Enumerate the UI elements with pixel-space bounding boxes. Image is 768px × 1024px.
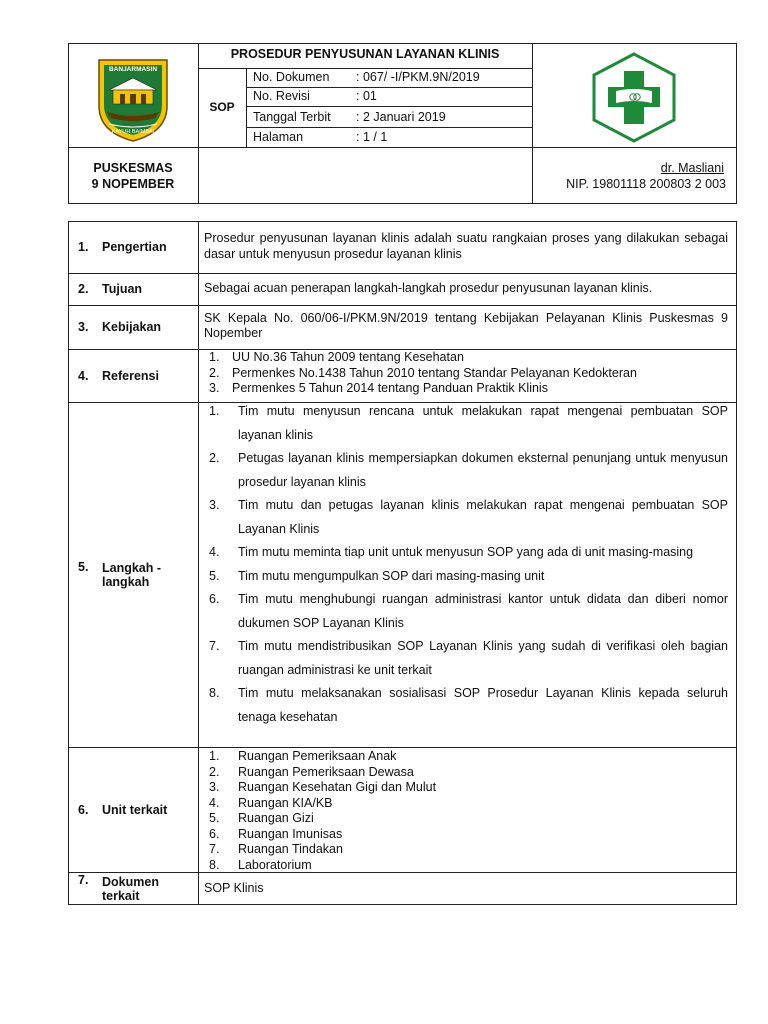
pengertian-text: Prosedur penyusunan layanan klinis adalah suatu rangkaian proses yang dilakukan sebagai dasar untuk menyusun prosedur layanan klinis	[204, 231, 728, 261]
list-item: 5. Tim mutu mengumpulkan SOP dari masing-masing unit	[209, 568, 545, 583]
list-item: 6. Ruangan Imunisas	[209, 826, 343, 841]
row-label-text: Unit terkait	[102, 802, 168, 817]
row-label-dokumen-terkait	[68, 872, 198, 905]
list-item: 1. Tim mutu menyusun rencana untuk melakukan rapat mengenai pembuatan SOP layanan klinis	[209, 404, 728, 442]
org-name-line2: 9 NOPEMBER	[91, 177, 175, 191]
row-number: 1.	[78, 240, 89, 254]
row-label-langkah	[68, 402, 198, 747]
sop-label: SOP	[209, 100, 235, 114]
row-number: 6.	[78, 802, 89, 817]
list-item: 2. Ruangan Pemeriksaan Dewasa	[209, 764, 414, 779]
meta-value-no-revisi: : 01	[356, 89, 377, 103]
meta-label-halaman: Halaman	[253, 130, 304, 144]
header-divider	[246, 68, 247, 147]
header-divider	[198, 68, 532, 69]
meta-value-tanggal-terbit: : 2 Januari 2019	[356, 110, 446, 124]
list-item: 3. Permenkes 5 Tahun 2014 tentang Panduan Praktik Klinis	[209, 381, 548, 395]
row-label-pengertian	[68, 221, 198, 273]
row-label-tujuan	[68, 273, 198, 305]
signer-name: dr. Masliani	[660, 161, 724, 175]
row-label-kebijakan	[68, 305, 198, 349]
header-divider	[246, 127, 532, 128]
row-number: 5.	[78, 559, 89, 574]
org-name-line1: PUSKESMAS	[93, 161, 173, 175]
kebijakan-text: SK Kepala No. 060/06-I/PKM.9N/2019 tentang Kebijakan Pelayanan Klinis Puskesmas 9 Nopember	[204, 311, 728, 340]
list-item: 7. Ruangan Tindakan	[209, 842, 343, 856]
svg-text:BANJARMASIN: BANJARMASIN	[108, 66, 158, 73]
list-item: 4. Ruangan KIA/KB	[209, 795, 333, 810]
list-item: 3. Ruangan Kesehatan Gigi dan Mulut	[209, 780, 437, 794]
meta-value-no-dokumen: : 067/ -I/PKM.9N/2019	[356, 70, 480, 84]
meta-label-no-dokumen: No. Dokumen	[253, 70, 330, 84]
list-item: 2. Petugas layanan klinis mempersiapkan dokumen eksternal penunjang untuk menyusun prosedur layanan klinis	[209, 451, 728, 489]
meta-label-tanggal-terbit: Tanggal Terbit	[253, 110, 331, 124]
meta-label-no-revisi: No. Revisi	[253, 89, 310, 103]
signer-nip: NIP. 19801118 200803 2 003	[566, 177, 726, 191]
tujuan-text: Sebagai acuan penerapan langkah-langkah prosedur penyusunan layanan klinis.	[204, 281, 653, 295]
row-number: 2.	[78, 282, 89, 296]
list-item: 5. Ruangan Gizi	[209, 811, 314, 825]
svg-text:KAYUH BAIMBAI: KAYUH BAIMBAI	[111, 129, 155, 135]
table-divider	[198, 221, 199, 905]
list-item: 6. Tim mutu menghubungi ruangan administrasi kantor untuk didata dan diberi nomor dukumen SOP Layanan Klinis	[209, 592, 728, 630]
row-label-text: Kebijakan	[102, 320, 162, 334]
list-item: 3. Tim mutu dan petugas layanan klinis melakukan rapat mengenai pembuatan SOP Layanan Klinis	[209, 498, 728, 536]
header-divider	[68, 147, 737, 148]
meta-value-halaman: : 1 / 1	[356, 130, 388, 144]
row-number: 7.	[78, 873, 89, 887]
row-label-text: Tujuan	[102, 282, 143, 296]
dokumen-terkait-text: SOP Klinis	[204, 881, 264, 895]
row-label-unit-terkait	[68, 747, 198, 872]
signer-block	[532, 160, 736, 192]
row-number: 4.	[78, 368, 89, 383]
row-label-text: Dokumen terkait	[102, 874, 159, 903]
unit-terkait-list	[204, 749, 728, 873]
list-item: 1. Ruangan Pemeriksaan Anak	[209, 749, 397, 763]
list-item: 7. Tim mutu mendistribusikan SOP Layanan Klinis yang sudah di verifikasi oleh bagian ruangan administrasi ke unit terkait	[209, 639, 728, 677]
list-item: 1. UU No.36 Tahun 2009 tentang Kesehatan	[209, 350, 464, 364]
langkah-list	[204, 400, 728, 729]
list-item: 8. Tim mutu melaksanakan sosialisasi SOP Prosedur Layanan Klinis kepada seluruh tenaga kesehatan	[209, 686, 728, 724]
referensi-list	[204, 350, 728, 397]
header-divider	[246, 87, 532, 88]
document-title: PROSEDUR PENYUSUNAN LAYANAN KLINIS	[230, 47, 500, 61]
list-item: 4. Tim mutu meminta tiap unit untuk menyusun SOP yang ada di unit masing-masing	[209, 545, 694, 559]
header-divider	[246, 106, 532, 107]
org-name	[68, 160, 198, 192]
puskesmas-logo	[589, 51, 679, 144]
list-item: 8. Laboratorium	[209, 857, 312, 872]
row-label-text: Pengertian	[102, 240, 167, 254]
row-number: 3.	[78, 320, 89, 334]
banjarmasin-emblem-logo	[95, 54, 171, 144]
list-item: 2. Permenkes No.1438 Tahun 2010 tentang Standar Pelayanan Kedokteran	[209, 365, 637, 380]
row-label-text: Langkah - langkah	[102, 560, 162, 589]
row-label-referensi	[68, 349, 198, 402]
row-label-text: Referensi	[102, 368, 159, 383]
